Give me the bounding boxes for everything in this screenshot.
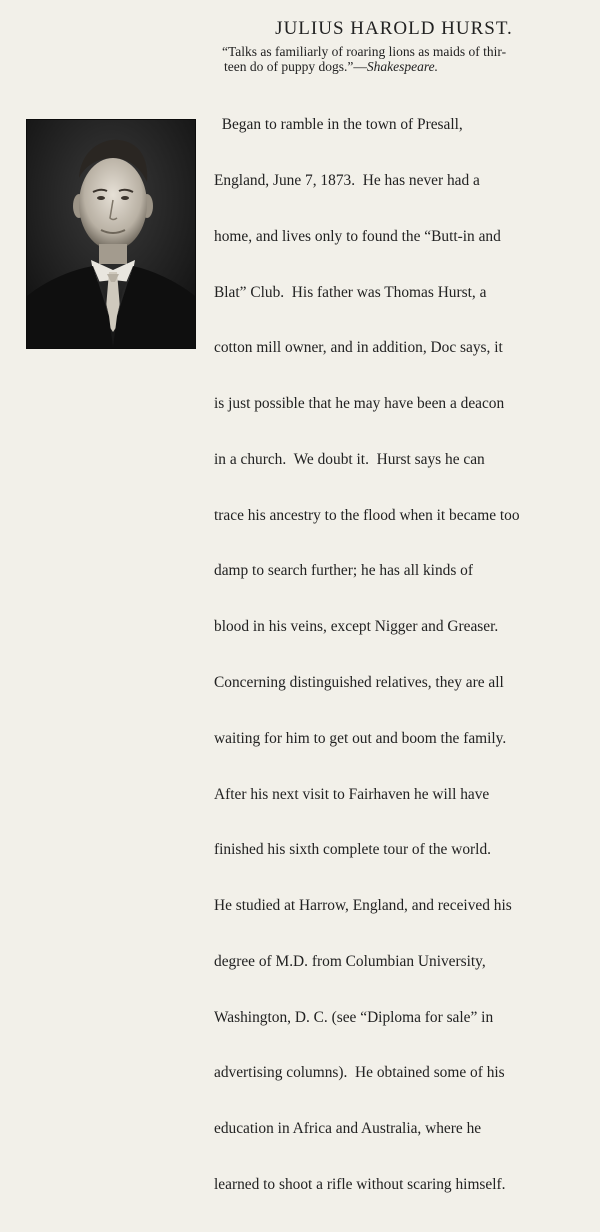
biography-text [214,79,586,1232]
bio-line: He studied at Harrow, England, and received his [214,897,512,915]
portrait-photo [26,119,196,349]
bio-line: Washington, D. C. (see “Diploma for sale” in [214,1008,494,1026]
bio-line: learned to shoot a rifle without scaring himself. [214,1176,506,1194]
bio-line: waiting for him to get out and boom the family. [214,729,507,747]
bio-line: in a church. We doubt it. Hurst says he can [214,450,485,468]
bio-line: finished his sixth complete tour of the world. [214,841,491,859]
bio-line: After his next visit to Fairhaven he will have [214,785,490,803]
page-title: JULIUS HAROLD HURST. [275,18,513,39]
quote-attribution: Shakespeare. [366,59,438,74]
bio-line: blood in his veins, except Nigger and Greaser. [214,618,499,636]
bio-line: home, and lives only to found the “Butt-in and [214,227,501,245]
bio-line: damp to search further; he has all kinds of [214,562,473,580]
bio-line: cotton mill owner, and in addition, Doc says, it [214,339,503,357]
portrait-illustration [27,120,195,348]
bio-line: trace his ancestry to the flood when it became too [214,506,520,524]
bio-line: is just possible that he may have been a deacon [214,395,505,413]
epigraph-quote [224,44,576,74]
bio-line: England, June 7, 1873. He has never had a [214,171,480,189]
bio-line: education in Africa and Australia, where he [214,1120,482,1138]
bio-line: degree of M.D. from Columbian University, [214,952,486,970]
bio-line: Concerning distinguished relatives, they are all [214,674,504,691]
bio-line: Blat” Club. His father was Thomas Hurst, a [214,283,487,301]
quote-text: “Talks as familiarly of roaring lions as maids of thir- teen do of puppy dogs.”— [222,44,507,74]
bio-line: advertising columns). He obtained some of his [214,1064,505,1082]
bio-line: Began to ramble in the town of Presall, [214,116,463,134]
